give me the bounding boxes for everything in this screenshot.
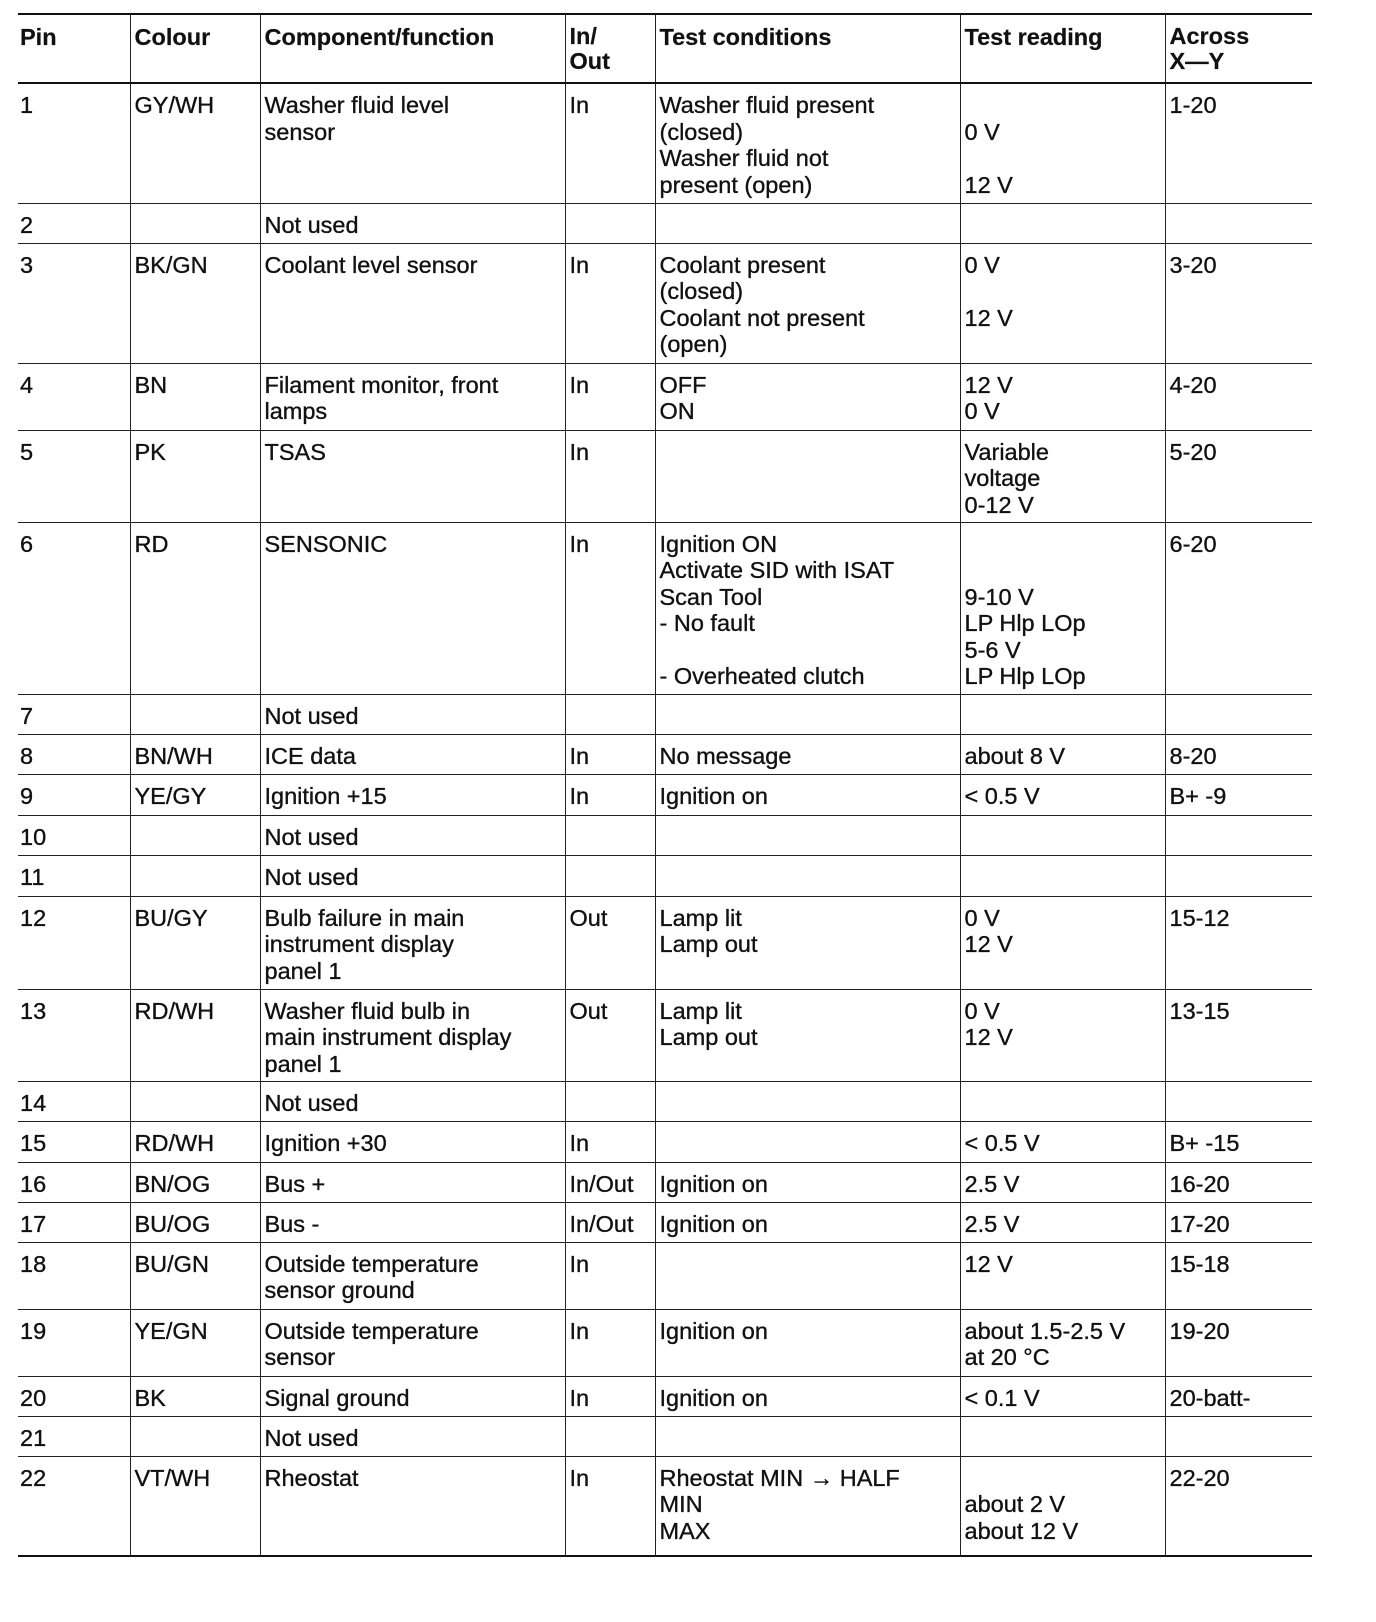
in-out-cell: In: [565, 1456, 655, 1556]
colour-cell: [130, 1416, 260, 1456]
colour-cell: [130, 1081, 260, 1121]
table-row: [18, 1456, 1312, 1556]
test-conditions-cell: [655, 1121, 960, 1162]
in-out-cell: In: [565, 1376, 655, 1416]
pin-cell: 14: [18, 1081, 130, 1121]
component-cell: Not used: [260, 1081, 565, 1121]
across-cell: B+ -15: [1165, 1121, 1312, 1162]
test-reading-cell: 2.5 V: [960, 1202, 1165, 1242]
test-reading-cell: 0 V 12 V: [960, 989, 1165, 1081]
test-reading-cell: < 0.5 V: [960, 774, 1165, 815]
test-reading-cell: [960, 1081, 1165, 1121]
test-reading-cell: about 8 V: [960, 734, 1165, 774]
test-conditions-cell: Ignition on: [655, 1376, 960, 1416]
pin-cell: 21: [18, 1416, 130, 1456]
pin-cell: 3: [18, 243, 130, 363]
across-cell: 13-15: [1165, 989, 1312, 1081]
in-out-cell: In: [565, 1242, 655, 1309]
test-conditions-cell: Ignition on: [655, 1202, 960, 1242]
across-cell: 19-20: [1165, 1309, 1312, 1376]
component-cell: Outside temperature sensor: [260, 1309, 565, 1376]
component-cell: Washer fluid bulb in main instrument display panel 1: [260, 989, 565, 1081]
component-cell: Bus +: [260, 1162, 565, 1202]
table-row: [18, 815, 1312, 855]
table-row: [18, 243, 1312, 363]
test-conditions-cell: [655, 1416, 960, 1456]
header-test-conditions: Test conditions: [655, 14, 960, 83]
test-reading-cell: 0 V 12 V: [960, 83, 1165, 203]
test-conditions-cell: Ignition on: [655, 774, 960, 815]
component-cell: Washer fluid level sensor: [260, 83, 565, 203]
colour-cell: [130, 203, 260, 243]
test-conditions-cell: Ignition on: [655, 1162, 960, 1202]
colour-cell: BU/GY: [130, 896, 260, 989]
pin-cell: 18: [18, 1242, 130, 1309]
test-reading-cell: 12 V: [960, 1242, 1165, 1309]
pin-cell: 9: [18, 774, 130, 815]
in-out-cell: [565, 1416, 655, 1456]
table-row: [18, 1121, 1312, 1162]
component-cell: Ignition +30: [260, 1121, 565, 1162]
test-conditions-cell: [655, 430, 960, 522]
across-cell: 5-20: [1165, 430, 1312, 522]
component-cell: Not used: [260, 855, 565, 896]
in-out-cell: [565, 203, 655, 243]
test-conditions-cell: Ignition ON Activate SID with ISAT Scan Tool - No fault - Overheated clutch: [655, 522, 960, 694]
in-out-cell: In: [565, 83, 655, 203]
pin-cell: 2: [18, 203, 130, 243]
colour-cell: BK: [130, 1376, 260, 1416]
in-out-cell: In: [565, 734, 655, 774]
in-out-cell: [565, 694, 655, 734]
across-cell: 4-20: [1165, 363, 1312, 430]
header-across: Across X—Y: [1165, 14, 1312, 83]
in-out-cell: Out: [565, 989, 655, 1081]
table-row: [18, 430, 1312, 522]
test-reading-cell: < 0.1 V: [960, 1376, 1165, 1416]
component-cell: Rheostat: [260, 1456, 565, 1556]
test-reading-cell: about 1.5-2.5 V at 20 °C: [960, 1309, 1165, 1376]
in-out-cell: In: [565, 430, 655, 522]
pin-cell: 6: [18, 522, 130, 694]
pin-cell: 17: [18, 1202, 130, 1242]
colour-cell: RD: [130, 522, 260, 694]
in-out-cell: In/Out: [565, 1202, 655, 1242]
across-cell: 15-12: [1165, 896, 1312, 989]
header-test-reading: Test reading: [960, 14, 1165, 83]
pin-cell: 5: [18, 430, 130, 522]
test-reading-cell: Variable voltage 0-12 V: [960, 430, 1165, 522]
component-cell: SENSONIC: [260, 522, 565, 694]
across-cell: 15-18: [1165, 1242, 1312, 1309]
table-row: [18, 1376, 1312, 1416]
colour-cell: GY/WH: [130, 83, 260, 203]
table-row: [18, 1242, 1312, 1309]
component-cell: TSAS: [260, 430, 565, 522]
table-row: [18, 1309, 1312, 1376]
colour-cell: BK/GN: [130, 243, 260, 363]
test-conditions-cell: No message: [655, 734, 960, 774]
test-reading-cell: 2.5 V: [960, 1162, 1165, 1202]
in-out-cell: In: [565, 522, 655, 694]
across-cell: B+ -9: [1165, 774, 1312, 815]
table-row: [18, 989, 1312, 1081]
across-cell: [1165, 1081, 1312, 1121]
in-out-cell: In: [565, 243, 655, 363]
test-conditions-cell: [655, 1081, 960, 1121]
colour-cell: YE/GY: [130, 774, 260, 815]
component-cell: Not used: [260, 694, 565, 734]
colour-cell: [130, 815, 260, 855]
test-reading-cell: < 0.5 V: [960, 1121, 1165, 1162]
component-cell: Bulb failure in main instrument display panel 1: [260, 896, 565, 989]
across-cell: [1165, 815, 1312, 855]
colour-cell: BU/GN: [130, 1242, 260, 1309]
table-row: [18, 694, 1312, 734]
across-cell: 22-20: [1165, 1456, 1312, 1556]
pin-cell: 1: [18, 83, 130, 203]
component-cell: ICE data: [260, 734, 565, 774]
table-row: [18, 855, 1312, 896]
across-cell: 3-20: [1165, 243, 1312, 363]
test-conditions-cell: Rheostat MIN → HALF MIN MAX: [655, 1456, 960, 1556]
header-pin: Pin: [18, 14, 130, 83]
component-cell: Filament monitor, front lamps: [260, 363, 565, 430]
colour-cell: PK: [130, 430, 260, 522]
test-conditions-cell: [655, 1242, 960, 1309]
pin-cell: 16: [18, 1162, 130, 1202]
test-conditions-cell: OFF ON: [655, 363, 960, 430]
in-out-cell: [565, 1081, 655, 1121]
component-cell: Not used: [260, 1416, 565, 1456]
pin-cell: 7: [18, 694, 130, 734]
in-out-cell: [565, 815, 655, 855]
colour-cell: BN: [130, 363, 260, 430]
colour-cell: [130, 855, 260, 896]
test-conditions-cell: [655, 815, 960, 855]
across-cell: 6-20: [1165, 522, 1312, 694]
test-conditions-cell: Ignition on: [655, 1309, 960, 1376]
test-reading-cell: [960, 815, 1165, 855]
pin-cell: 19: [18, 1309, 130, 1376]
test-reading-cell: [960, 694, 1165, 734]
test-conditions-cell: Coolant present (closed) Coolant not present (open): [655, 243, 960, 363]
table-row: [18, 83, 1312, 203]
pin-cell: 15: [18, 1121, 130, 1162]
header-component: Component/function: [260, 14, 565, 83]
colour-cell: RD/WH: [130, 1121, 260, 1162]
in-out-cell: [565, 855, 655, 896]
colour-cell: YE/GN: [130, 1309, 260, 1376]
pin-cell: 8: [18, 734, 130, 774]
colour-cell: BU/OG: [130, 1202, 260, 1242]
across-cell: 20-batt-: [1165, 1376, 1312, 1416]
table-row: [18, 522, 1312, 694]
table-row: [18, 896, 1312, 989]
colour-cell: BN/OG: [130, 1162, 260, 1202]
pin-cell: 4: [18, 363, 130, 430]
pin-cell: 11: [18, 855, 130, 896]
pin-cell: 12: [18, 896, 130, 989]
across-cell: [1165, 1416, 1312, 1456]
test-reading-cell: 0 V 12 V: [960, 243, 1165, 363]
component-cell: Not used: [260, 815, 565, 855]
header-row: [18, 14, 1312, 83]
test-conditions-cell: Lamp lit Lamp out: [655, 989, 960, 1081]
test-conditions-cell: [655, 203, 960, 243]
test-reading-cell: 9-10 V LP Hlp LOp 5-6 V LP Hlp LOp: [960, 522, 1165, 694]
table-row: [18, 203, 1312, 243]
table-row: [18, 734, 1312, 774]
test-conditions-cell: [655, 694, 960, 734]
in-out-cell: In: [565, 774, 655, 815]
colour-cell: RD/WH: [130, 989, 260, 1081]
across-cell: 1-20: [1165, 83, 1312, 203]
across-cell: 16-20: [1165, 1162, 1312, 1202]
component-cell: Ignition +15: [260, 774, 565, 815]
colour-cell: [130, 694, 260, 734]
test-reading-cell: [960, 855, 1165, 896]
pin-cell: 13: [18, 989, 130, 1081]
pin-cell: 20: [18, 1376, 130, 1416]
component-cell: Coolant level sensor: [260, 243, 565, 363]
test-reading-cell: about 2 V about 12 V: [960, 1456, 1165, 1556]
colour-cell: BN/WH: [130, 734, 260, 774]
component-cell: Bus -: [260, 1202, 565, 1242]
component-cell: Signal ground: [260, 1376, 565, 1416]
table-row: [18, 1416, 1312, 1456]
pin-cell: 22: [18, 1456, 130, 1556]
across-cell: 17-20: [1165, 1202, 1312, 1242]
in-out-cell: In/Out: [565, 1162, 655, 1202]
in-out-cell: In: [565, 1121, 655, 1162]
table-row: [18, 1162, 1312, 1202]
test-conditions-cell: Washer fluid present (closed) Washer fluid not present (open): [655, 83, 960, 203]
test-reading-cell: 0 V 12 V: [960, 896, 1165, 989]
header-in-out: In/ Out: [565, 14, 655, 83]
table-row: [18, 1202, 1312, 1242]
component-cell: Not used: [260, 203, 565, 243]
test-reading-cell: 12 V 0 V: [960, 363, 1165, 430]
component-cell: Outside temperature sensor ground: [260, 1242, 565, 1309]
across-cell: 8-20: [1165, 734, 1312, 774]
across-cell: [1165, 855, 1312, 896]
pin-cell: 10: [18, 815, 130, 855]
in-out-cell: In: [565, 1309, 655, 1376]
in-out-cell: In: [565, 363, 655, 430]
table-row: [18, 363, 1312, 430]
test-conditions-cell: Lamp lit Lamp out: [655, 896, 960, 989]
across-cell: [1165, 694, 1312, 734]
colour-cell: VT/WH: [130, 1456, 260, 1556]
across-cell: [1165, 203, 1312, 243]
table-row: [18, 1081, 1312, 1121]
test-conditions-cell: [655, 855, 960, 896]
table-row: [18, 774, 1312, 815]
header-colour: Colour: [130, 14, 260, 83]
pin-test-table: [18, 13, 1312, 1557]
test-reading-cell: [960, 203, 1165, 243]
in-out-cell: Out: [565, 896, 655, 989]
test-reading-cell: [960, 1416, 1165, 1456]
